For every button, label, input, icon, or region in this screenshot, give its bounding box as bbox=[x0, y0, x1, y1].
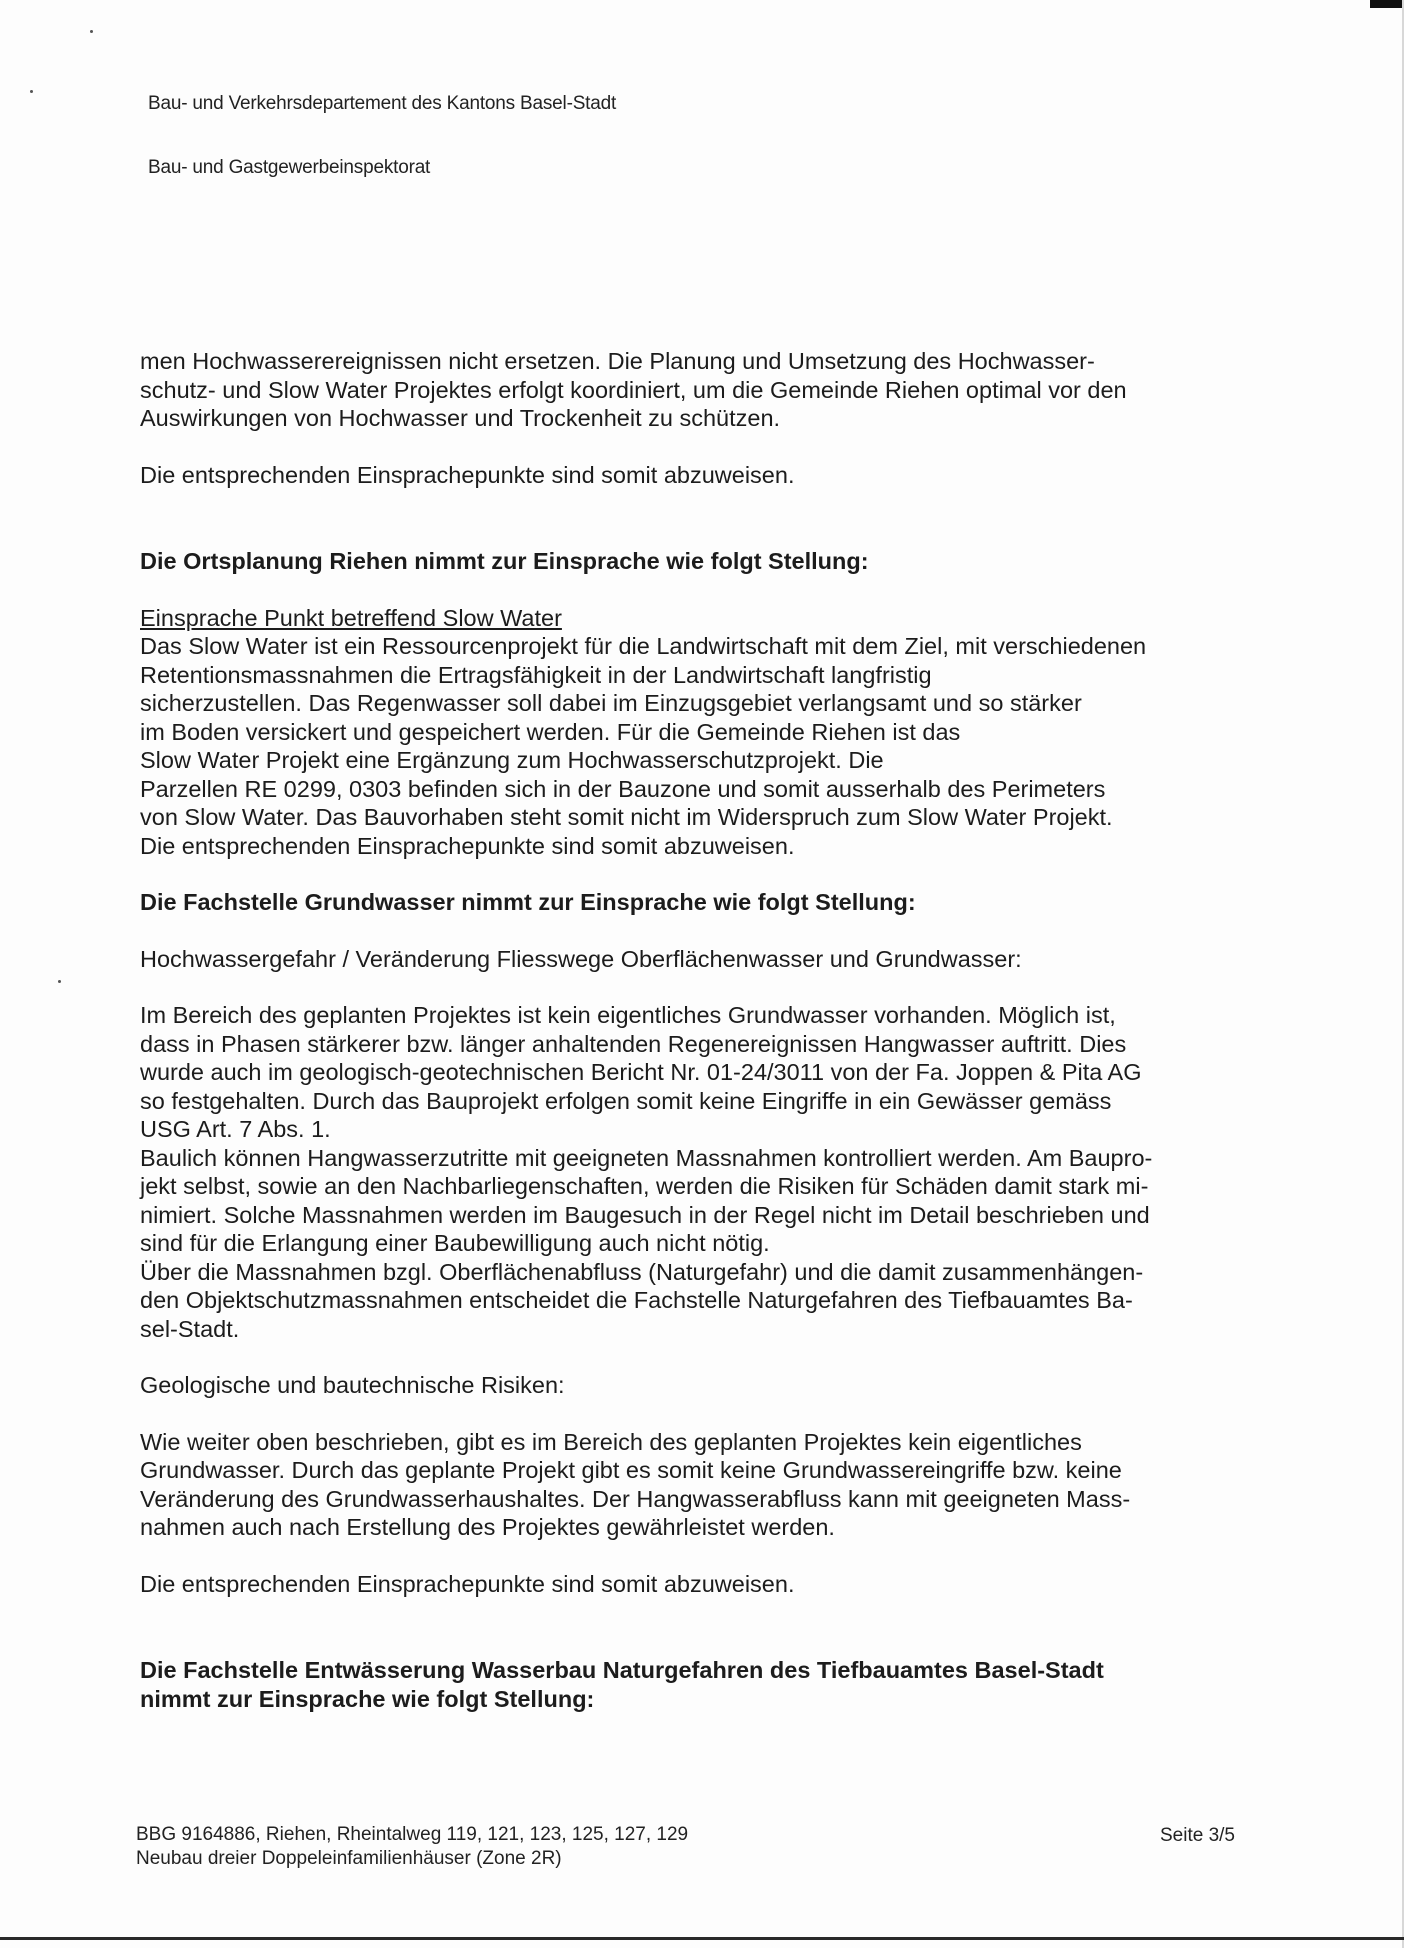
body-line: Das Slow Water ist ein Ressourcenprojekt für die Landwirtschaft mit dem Ziel, mit verschiedenen bbox=[140, 633, 1147, 659]
footer-project-title: Neubau dreier Doppeleinfamilienhäuser (Zone 2R) bbox=[136, 1848, 562, 1869]
footer-bbg-reference: BBG 9164886, Riehen, Rheintalweg 119, 121, 123, 125, 127, 129 bbox=[136, 1824, 689, 1845]
department-name: Bau- und Verkehrsdepartement des Kantons Basel-Stadt bbox=[148, 93, 617, 114]
section-heading-tiefbauamt: Die Fachstelle Entwässerung Wasserbau Naturgefahren des Tiefbauamtes Basel-Stadt bbox=[140, 1657, 1104, 1683]
body-line: den Objektschutzmassnahmen entscheidet die Fachstelle Naturgefahren des Tiefbauamtes Ba- bbox=[140, 1287, 1133, 1313]
section-heading-tiefbauamt-cont: nimmt zur Einsprache wie folgt Stellung: bbox=[140, 1685, 595, 1712]
body-line: Grundwasser. Durch das geplante Projekt gibt es somit keine Grundwassereingriffe bzw. keine bbox=[140, 1457, 1122, 1483]
body-line: Im Bereich des geplanten Projektes ist kein eigentliches Grundwasser vorhanden. Möglich ist, bbox=[140, 1002, 1116, 1028]
topic-geologische-risiken: Geologische und bautechnische Risiken: bbox=[140, 1372, 565, 1398]
body-line: Parzellen RE 0299, 0303 befinden sich in der Bauzone und somit ausserhalb des Perimeters bbox=[140, 775, 1106, 802]
body-line: nimiert. Solche Massnahmen werden im Baugesuch in der Regel nicht im Detail beschrieben und bbox=[140, 1201, 1150, 1228]
letter-body bbox=[140, 347, 1250, 1713]
body-line: USG Art. 7 Abs. 1. bbox=[140, 1116, 331, 1142]
body-line: von Slow Water. Das Bauvorhaben steht somit nicht im Widerspruch zum Slow Water Projekt. bbox=[140, 804, 1113, 830]
body-line: dass in Phasen stärkerer bzw. länger anhaltenden Regenereignissen Hangwasser auftritt. Dies bbox=[140, 1030, 1127, 1057]
body-line: Retentionsmassnahmen die Ertragsfähigkeit in der Landwirtschaft langfristig bbox=[140, 661, 932, 688]
scan-speck bbox=[30, 90, 33, 93]
subheading-slow-water: Einsprache Punkt betreffend Slow Water bbox=[140, 604, 562, 631]
body-line: im Boden versickert und gespeichert werden. Für die Gemeinde Riehen ist das bbox=[140, 718, 961, 745]
body-line: sind für die Erlangung einer Baubewilligung auch nicht nötig. bbox=[140, 1230, 770, 1256]
footer-reference bbox=[136, 1823, 688, 1871]
section-heading-ortsplanung: Die Ortsplanung Riehen nimmt zur Einsprache wie folgt Stellung: bbox=[140, 548, 869, 574]
office-name: Bau- und Gastgewerbeinspektorat bbox=[148, 157, 431, 178]
body-line: Veränderung des Grundwasserhaushaltes. Der Hangwasserabfluss kann mit geeigneten Mass- bbox=[140, 1485, 1131, 1512]
conclusion-line: Die entsprechenden Einsprachepunkte sind somit abzuweisen. bbox=[140, 1570, 795, 1597]
body-line: sicherzustellen. Das Regenwasser soll dabei im Einzugsgebiet verlangsamt und so stärker bbox=[140, 690, 1082, 716]
conclusion-line: Die entsprechenden Einsprachepunkte sind somit abzuweisen. bbox=[140, 461, 795, 488]
scan-mark bbox=[1370, 0, 1404, 8]
scan-line bbox=[0, 1937, 1404, 1940]
body-line: men Hochwasserereignissen nicht ersetzen. Die Planung und Umsetzung des Hochwasser- bbox=[140, 348, 1095, 374]
body-line: Slow Water Projekt eine Ergänzung zum Hochwasserschutzprojekt. Die bbox=[140, 747, 884, 773]
page-number: Seite 3/5 bbox=[1160, 1825, 1235, 1846]
body-line: sel-Stadt. bbox=[140, 1315, 240, 1342]
body-line: jekt selbst, sowie an den Nachbarliegenschaften, werden die Risiken für Schäden damit stark mi- bbox=[140, 1173, 1149, 1199]
section-heading-grundwasser: Die Fachstelle Grundwasser nimmt zur Einsprache wie folgt Stellung: bbox=[140, 889, 916, 915]
body-line: Wie weiter oben beschrieben, gibt es im Bereich des geplanten Projektes kein eigentliches bbox=[140, 1428, 1082, 1455]
scan-speck bbox=[90, 30, 93, 33]
topic-hochwassergefahr: Hochwassergefahr / Veränderung Fliesswege Oberflächenwasser und Grundwasser: bbox=[140, 945, 1022, 972]
body-line: nahmen auch nach Erstellung des Projektes gewährleistet werden. bbox=[140, 1514, 835, 1540]
body-line: Auswirkungen von Hochwasser und Trockenheit zu schützen. bbox=[140, 405, 781, 431]
body-line: Baulich können Hangwasserzutritte mit geeigneten Massnahmen kontrolliert werden. Am Baupro- bbox=[140, 1144, 1153, 1171]
body-line: Über die Massnahmen bzgl. Oberflächenabfluss (Naturgefahr) und die damit zusammenhängen- bbox=[140, 1258, 1144, 1285]
scan-speck bbox=[58, 980, 61, 983]
body-line: wurde auch im geologisch-geotechnischen Bericht Nr. 01-24/3011 von der Fa. Joppen & Pita AG bbox=[140, 1059, 1142, 1085]
body-line: schutz- und Slow Water Projektes erfolgt koordiniert, um die Gemeinde Riehen optimal vor den bbox=[140, 376, 1127, 403]
body-line: so festgehalten. Durch das Bauprojekt erfolgen somit keine Eingriffe in ein Gewässer gemäss bbox=[140, 1087, 1112, 1114]
body-line: Die entsprechenden Einsprachepunkte sind somit abzuweisen. bbox=[140, 832, 795, 859]
